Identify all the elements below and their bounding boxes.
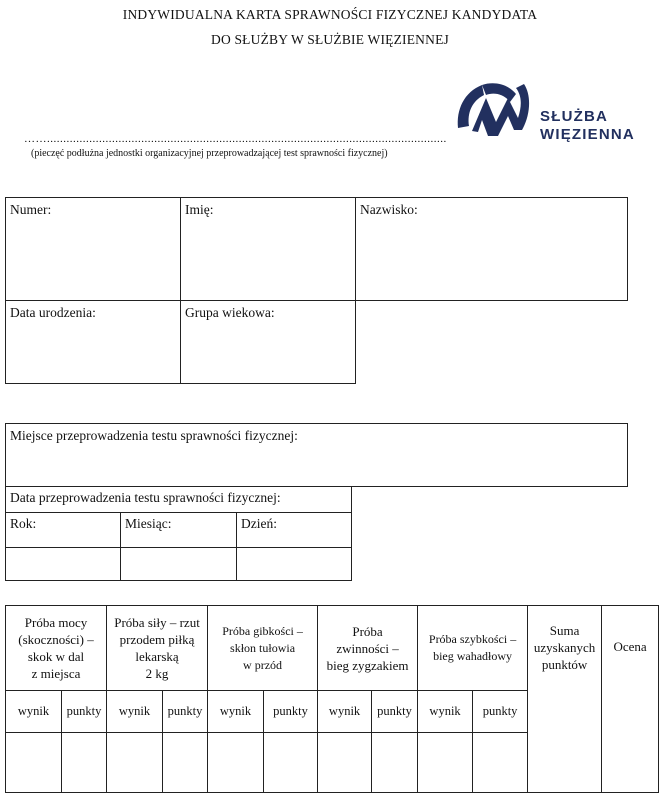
dzien-label: Dzień: [241, 516, 277, 531]
miejsce-testu-label: Miejsce przeprowadzenia testu sprawności fizycznej: [10, 428, 298, 443]
test-header-line: zwinności – [336, 640, 399, 656]
sluzba-wiezienna-logo-icon [452, 76, 534, 140]
punkty-header: punkty [163, 691, 208, 733]
miejsce-testu-field[interactable] [5, 423, 628, 487]
rok-header [5, 512, 121, 548]
grupa-wiekowa-field[interactable] [180, 300, 356, 384]
logo-text-line-1: SŁUŻBA [540, 108, 609, 125]
test-header-szybkosc [418, 606, 528, 691]
numer-label: Numer: [10, 202, 52, 217]
page-title-line-2: DO SŁUŻBY W SŁUŻBIE WIĘZIENNEJ [211, 32, 449, 47]
test-header-line: przodem piłką [119, 632, 195, 647]
punkty-input[interactable] [473, 733, 528, 793]
imie-field[interactable] [180, 197, 356, 301]
test-header-line: skok w dal [27, 649, 85, 664]
wynik-header: wynik [318, 691, 372, 733]
suma-header-line: uzyskanych [533, 640, 596, 655]
rok-field[interactable] [5, 547, 121, 581]
test-header-gibkosc [208, 606, 318, 691]
grupa-wiekowa-label: Grupa wiekowa: [185, 305, 275, 320]
miesiac-label: Miesiąc: [125, 516, 172, 531]
test-header-line: Próba szybkości – [428, 632, 517, 646]
stamp-caption: (pieczęć podłużna jednostki organizacyjnej przeprowadzającej test sprawności fizycznej) [31, 148, 388, 159]
wynik-header: wynik [208, 691, 264, 733]
wynik-input[interactable] [418, 733, 473, 793]
test-header-line: (skoczności) – [18, 632, 94, 647]
dzien-field[interactable] [236, 547, 352, 581]
punkty-input[interactable] [264, 733, 318, 793]
test-header-line: skłon tułowia [230, 640, 296, 655]
wynik-header: wynik [6, 691, 62, 733]
miesiac-field[interactable] [120, 547, 237, 581]
logo-text-line-2: WIĘZIENNA [540, 126, 635, 143]
test-header-zwinnosc [318, 606, 418, 691]
results-table [5, 605, 659, 793]
test-header-line: z miejsca [31, 666, 81, 681]
punkty-header: punkty [372, 691, 418, 733]
dzien-header [236, 512, 352, 548]
test-header-line: bieg zygzakiem [326, 657, 409, 673]
ocena-header [602, 606, 659, 793]
test-header-line: 2 kg [145, 666, 169, 681]
suma-header-line: punktów [541, 657, 588, 672]
wynik-input[interactable] [318, 733, 372, 793]
data-testu-label: Data przeprowadzenia testu sprawności fizycznej: [10, 490, 281, 505]
logo-text [540, 108, 635, 144]
wynik-header: wynik [418, 691, 473, 733]
punkty-input[interactable] [372, 733, 418, 793]
test-header-line: w przód [243, 657, 283, 672]
punkty-header: punkty [62, 691, 107, 733]
punkty-input[interactable] [163, 733, 208, 793]
suma-header-line: Suma [549, 623, 580, 638]
test-header-line: Próba [352, 623, 383, 639]
nazwisko-field[interactable] [355, 197, 628, 301]
test-header-moc [6, 606, 107, 691]
punkty-header: punkty [473, 691, 528, 733]
nazwisko-label: Nazwisko: [360, 202, 418, 217]
data-testu-header [5, 486, 352, 513]
data-urodzenia-label: Data urodzenia: [10, 305, 96, 320]
test-header-line: lekarską [135, 649, 179, 664]
miesiac-header [120, 512, 237, 548]
wynik-input[interactable] [208, 733, 264, 793]
test-header-sila [107, 606, 208, 691]
test-header-line: Próba gibkości – [222, 623, 303, 638]
rok-label: Rok: [10, 516, 37, 531]
test-header-line: bieg wahadłowy [433, 649, 513, 663]
test-header-line: Próba siły – rzut [114, 615, 200, 630]
data-urodzenia-field[interactable] [5, 300, 181, 384]
wynik-input[interactable] [107, 733, 163, 793]
suma-punktow-header [528, 606, 602, 793]
wynik-input[interactable] [6, 733, 62, 793]
ocena-label: Ocena [613, 639, 647, 654]
punkty-input[interactable] [62, 733, 107, 793]
stamp-dotted-line: ……........................................................................................................................... [24, 133, 447, 145]
numer-field[interactable] [5, 197, 181, 301]
imie-label: Imię: [185, 202, 214, 217]
wynik-header: wynik [107, 691, 163, 733]
punkty-header: punkty [264, 691, 318, 733]
page-title-line-1: INDYWIDUALNA KARTA SPRAWNOŚCI FIZYCZNEJ KANDYDATA [122, 7, 538, 22]
test-header-line: Próba mocy [24, 615, 88, 630]
